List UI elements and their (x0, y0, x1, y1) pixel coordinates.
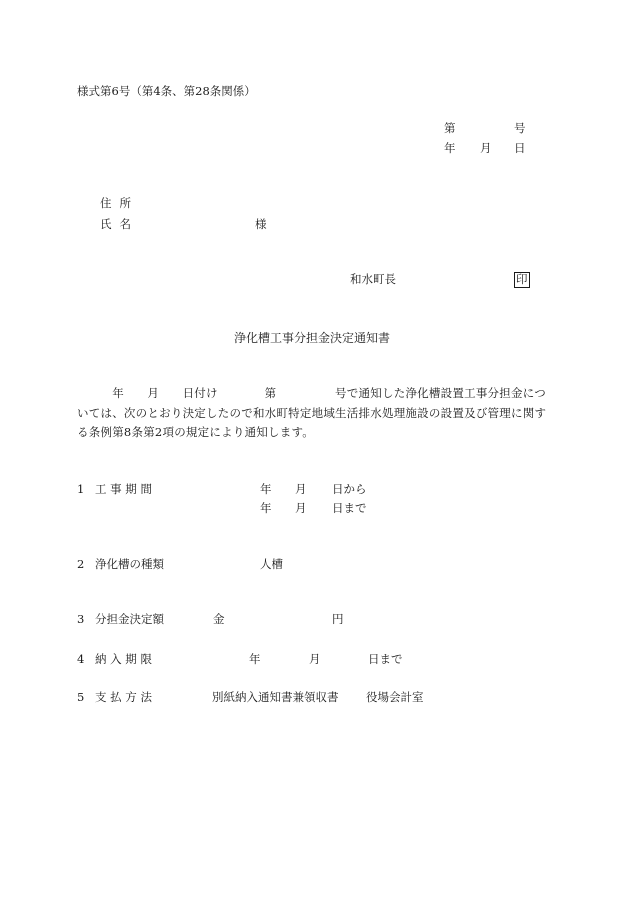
issue-date-year: 年 (444, 141, 456, 155)
payment-method-value: 別紙納入通知書兼領収書 (212, 690, 339, 704)
period-to-month: 月 (295, 501, 307, 515)
period-from-year: 年 (260, 482, 272, 496)
issue-number-suffix: 号 (514, 121, 526, 135)
form-id: 様式第6号（第4条、第28条関係） (77, 84, 256, 98)
construction-period-label: 工 事 期 間 (95, 482, 152, 496)
amount-suffix: 円 (332, 612, 344, 626)
period-to-year: 年 (260, 501, 272, 515)
deadline-month: 月 (309, 652, 321, 666)
item-number: 4 (77, 652, 85, 666)
issue-date-day: 日 (514, 141, 526, 155)
amount-prefix: 金 (213, 612, 225, 626)
sender-title: 和水町長 (350, 272, 396, 286)
body-paragraph: 年 月 日付け 第 号で通知した浄化槽設置工事分担金については、次のとおり決定したので和水町特定地域生活排水処理施設の設置及び管理に関する条例第8条第2項の規定により通知します。 (77, 386, 547, 439)
payment-method-label: 支 払 方 法 (95, 690, 152, 704)
deadline-day: 日まで (368, 652, 403, 666)
period-from-month: 月 (295, 482, 307, 496)
contribution-amount-label: 分担金決定額 (95, 612, 164, 626)
deadline-year: 年 (249, 652, 261, 666)
payment-place-value: 役場会計室 (366, 690, 424, 704)
item-number: 5 (77, 690, 85, 704)
payment-deadline-label: 納 入 期 限 (95, 652, 152, 666)
issue-date-month: 月 (480, 141, 492, 155)
seal-mark: 印 (516, 272, 528, 286)
item-number: 1 (77, 482, 85, 496)
septic-tank-type-value: 人槽 (260, 557, 283, 571)
honorific: 様 (255, 217, 267, 231)
period-to-day: 日まで (332, 501, 367, 515)
document-title: 浄化槽工事分担金決定通知書 (234, 331, 391, 345)
septic-tank-type-label: 浄化槽の種類 (95, 557, 164, 571)
issue-number-prefix: 第 (444, 121, 456, 135)
period-from-day: 日から (332, 482, 367, 496)
item-number: 3 (77, 612, 85, 626)
address-label: 住所 (100, 196, 140, 210)
item-number: 2 (77, 557, 85, 571)
name-label: 氏名 (100, 217, 140, 231)
